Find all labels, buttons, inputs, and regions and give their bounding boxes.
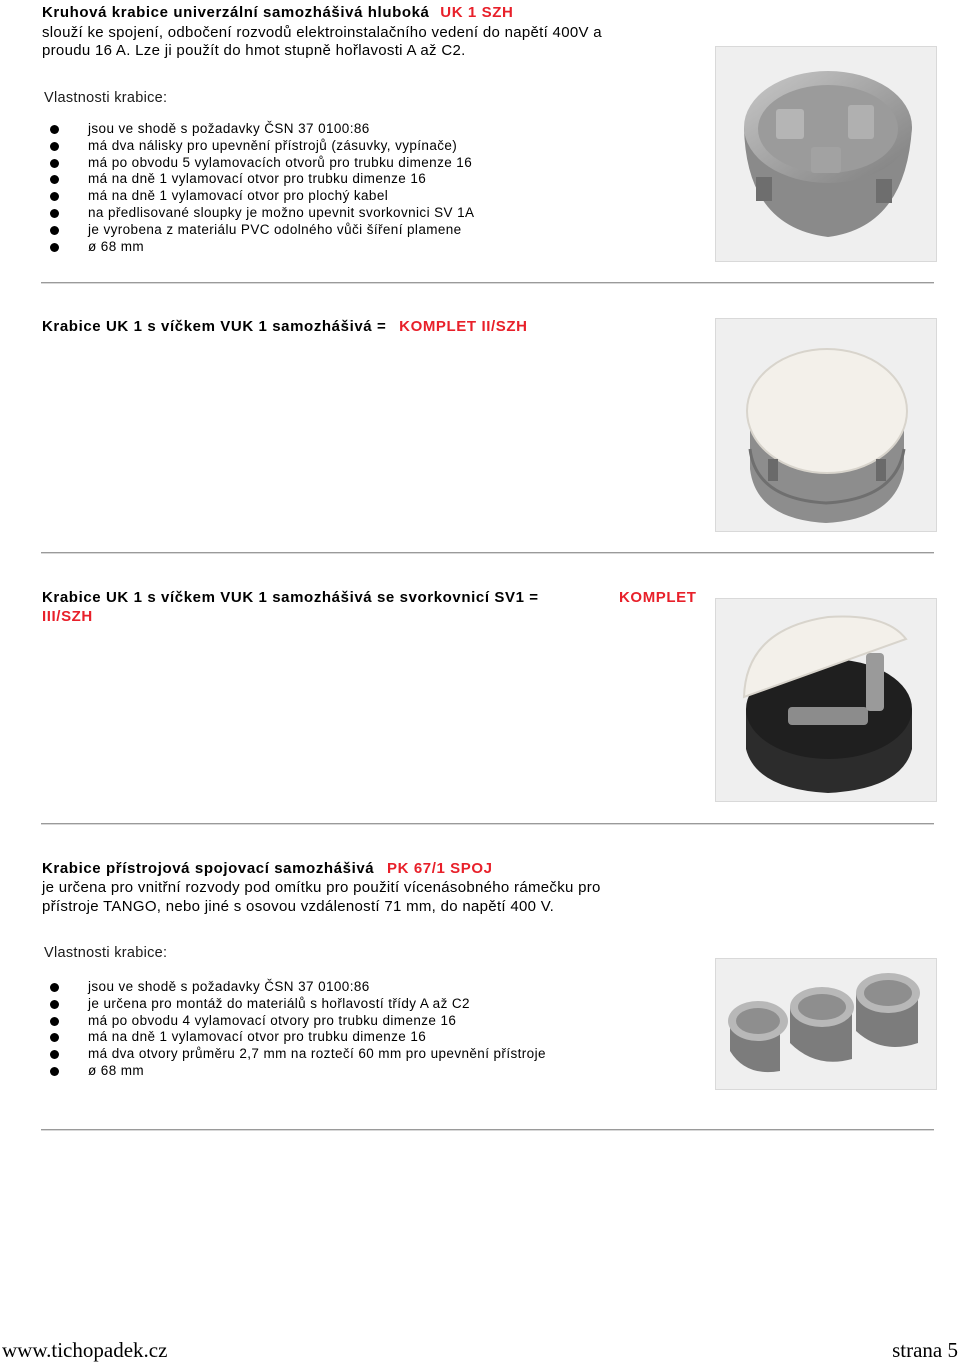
list-item: má po obvodu 4 vylamovací otvory pro trubku dimenze 16 <box>50 1013 546 1030</box>
bullet-icon <box>50 192 59 201</box>
list-item: má po obvodu 5 vylamovacích otvorů pro trubku dimenze 16 <box>50 155 474 172</box>
section-divider <box>41 282 934 284</box>
list-item: má na dně 1 vylamovací otvor pro plochý kabel <box>50 188 474 205</box>
section-divider <box>41 823 934 825</box>
section1-props-label: Vlastnosti krabice: <box>44 90 168 106</box>
product-photo-komplet-iii <box>715 598 937 802</box>
section3-code-part2: III/SZH <box>42 608 93 625</box>
bullet-icon <box>50 1017 59 1026</box>
section-divider <box>41 1129 934 1131</box>
list-item: má na dně 1 vylamovací otvor pro trubku dimenze 16 <box>50 171 474 188</box>
section2-title: Krabice UK 1 s víčkem VUK 1 samozhášivá = <box>42 318 387 335</box>
bullet-icon <box>50 1033 59 1042</box>
section4-bullet-list <box>50 979 546 1080</box>
section4-title: Krabice přístrojová spojovací samozhášivá <box>42 860 375 877</box>
list-item: má na dně 1 vylamovací otvor pro trubku dimenze 16 <box>50 1029 546 1046</box>
section1-title: Kruhová krabice univerzální samozhášivá hluboká <box>42 4 430 21</box>
list-item: je určena pro montáž do materiálů s hořlavostí třídy A až C2 <box>50 996 546 1013</box>
bullet-icon <box>50 209 59 218</box>
bullet-icon <box>50 175 59 184</box>
bullet-icon <box>50 159 59 168</box>
section4-desc-2: přístroje TANGO, nebo jiné s osovou vzdáleností 71 mm, do napětí 400 V. <box>42 898 555 915</box>
section3-title: Krabice UK 1 s víčkem VUK 1 samozhášivá se svorkovnicí SV1 = <box>42 589 539 606</box>
product-photo-komplet-ii <box>715 318 937 532</box>
list-item: na předlisované sloupky je možno upevnit svorkovnici SV 1A <box>50 205 474 222</box>
bullet-icon <box>50 243 59 252</box>
section-divider <box>41 552 934 554</box>
list-item: má dva otvory průměru 2,7 mm na roztečí 60 mm pro upevnění přístroje <box>50 1046 546 1063</box>
section4-code: PK 67/1 SPOJ <box>387 860 493 877</box>
bullet-icon <box>50 226 59 235</box>
section2-code: KOMPLET II/SZH <box>399 318 528 335</box>
section1-code: UK 1 SZH <box>440 4 514 21</box>
bullet-icon <box>50 125 59 134</box>
list-item: jsou ve shodě s požadavky ČSN 37 0100:86 <box>50 979 546 996</box>
list-item: má dva nálisky pro upevnění přístrojů (zásuvky, vypínače) <box>50 138 474 155</box>
bullet-icon <box>50 142 59 151</box>
section2-heading <box>42 318 528 335</box>
product-photo-uk1 <box>715 46 937 262</box>
bullet-icon <box>50 1050 59 1059</box>
section4-desc-1: je určena pro vnitřní rozvody pod omítku pro použití vícenásobného rámečku pro <box>42 879 601 896</box>
product-photo-pk67 <box>715 958 937 1090</box>
bullet-icon <box>50 1067 59 1076</box>
section1-bullet-list <box>50 121 474 255</box>
footer-page-number: strana 5 <box>892 1338 958 1362</box>
section4-heading <box>42 860 493 877</box>
section1-heading <box>42 4 513 21</box>
footer-website: www.tichopadek.cz <box>2 1338 168 1362</box>
section1-desc-2: proudu 16 A. Lze ji použít do hmot stupně hořlavosti A až C2. <box>42 42 466 59</box>
bullet-icon <box>50 983 59 992</box>
section1-desc-1: slouží ke spojení, odbočení rozvodů elektroinstalačního vedení do napětí 400V a <box>42 24 602 41</box>
bullet-icon <box>50 1000 59 1009</box>
list-item: ø 68 mm <box>50 239 474 256</box>
list-item: ø 68 mm <box>50 1063 546 1080</box>
section4-props-label: Vlastnosti krabice: <box>44 945 168 961</box>
section3-code-part1: KOMPLET <box>619 589 697 606</box>
list-item: je vyrobena z materiálu PVC odolného vůči šíření plamene <box>50 222 474 239</box>
list-item: jsou ve shodě s požadavky ČSN 37 0100:86 <box>50 121 474 138</box>
